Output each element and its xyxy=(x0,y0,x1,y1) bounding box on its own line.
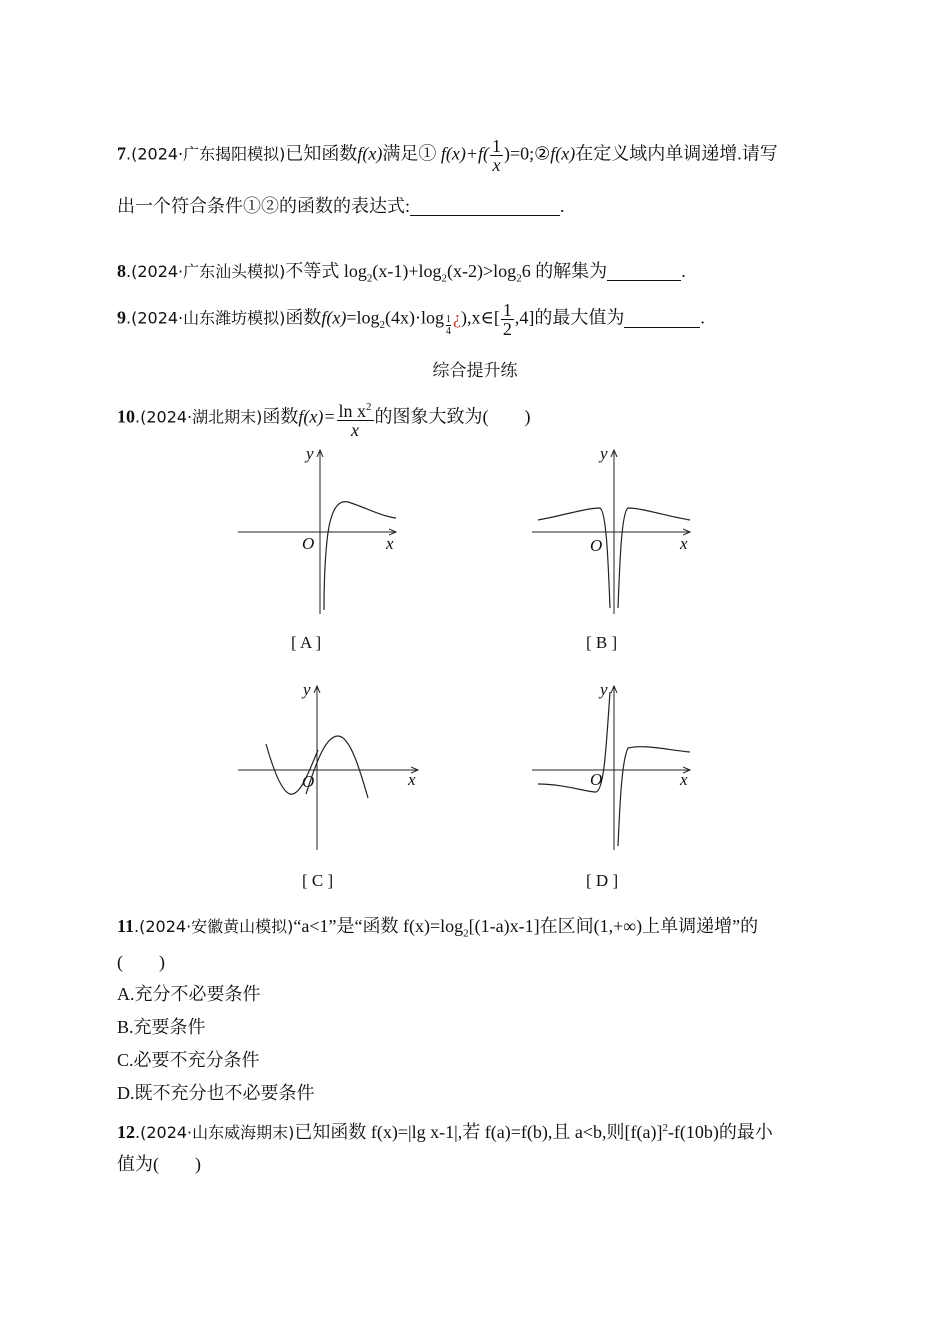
q9-line xyxy=(117,301,705,338)
q11-number: 11 xyxy=(117,916,135,936)
q10-paren-close: ) xyxy=(524,406,531,427)
q8-end: . xyxy=(681,261,686,281)
q10-fx: f(x)= xyxy=(298,406,336,427)
q10-source: .(2024·湖北期末) xyxy=(135,407,263,427)
q10-frac-num-wrap xyxy=(337,398,374,421)
q7-cond1: 满足① xyxy=(382,143,437,164)
q11-option-b[interactable]: B.充要条件 xyxy=(117,1017,206,1037)
q10-frac-den: x xyxy=(351,420,360,440)
graph-a-origin: O xyxy=(302,534,315,553)
q12-text2: -f(10b)的最小 xyxy=(667,1122,773,1142)
q11-option-a[interactable]: A.充分不必要条件 xyxy=(117,984,261,1004)
q7-expr-b: )=0;② xyxy=(504,143,551,164)
q9-glyph: ¿ xyxy=(453,307,462,328)
q7-source: .(2024·广东揭阳模拟) xyxy=(126,144,286,164)
q8-number: 8 xyxy=(117,261,126,281)
q9-fraction xyxy=(501,301,514,338)
graph-a-y-label: y xyxy=(306,444,314,463)
graph-b-curve-left xyxy=(538,508,610,608)
graph-c-y-label: y xyxy=(303,680,311,699)
q7-expr-a: f(x)+f( xyxy=(440,143,489,164)
q7-end: . xyxy=(560,196,565,216)
q10-frac-sup: 2 xyxy=(366,401,372,413)
graph-d xyxy=(526,680,706,856)
graph-a-x-label: x xyxy=(386,534,394,553)
q8-arg3: 6 的解集为 xyxy=(521,261,608,281)
q12-line2[interactable]: 值为( ) xyxy=(117,1154,201,1174)
graph-d-y-label: y xyxy=(600,680,608,699)
q7-line2-text: 出一个符合条件①②的函数的表达式: xyxy=(117,196,410,216)
q10-number: 10 xyxy=(117,406,135,427)
q12-source: .(2024·山东威海期末) xyxy=(135,1123,295,1142)
q12-text1: 已知函数 f(x)=|lg x-1|,若 f(a)=f(b),且 a<b,则[f(a)] xyxy=(294,1122,663,1142)
q11-text2: [(1-a)x-1]在区间(1,+∞)上单调递增”的 xyxy=(468,916,759,936)
q7-fraction xyxy=(490,137,503,174)
q8-source: .(2024·广东汕头模拟) xyxy=(126,262,286,281)
graph-b-x-label: x xyxy=(680,534,688,553)
q7-cond2: 在定义域内单调递增.请写 xyxy=(575,143,778,164)
q9-expr1: =log xyxy=(346,307,380,328)
graph-c-origin: O xyxy=(302,772,315,791)
q7-frac-den: x xyxy=(492,155,501,175)
graph-d-curve-right xyxy=(618,747,690,846)
q10-fraction xyxy=(337,398,374,439)
graph-d-x-label: x xyxy=(680,770,688,789)
q11-option-d[interactable]: D.既不充分也不必要条件 xyxy=(117,1083,315,1103)
q11-text1: “a<1”是“函数 f(x)=log xyxy=(293,916,464,936)
graph-b-y-label: y xyxy=(600,444,608,463)
q7-fx: f(x) xyxy=(357,143,383,164)
q9-number: 9 xyxy=(117,307,126,328)
q7-fx2: f(x) xyxy=(550,143,576,164)
q10-text1: 函数 xyxy=(262,406,299,427)
q10-frac-num: ln x xyxy=(338,401,367,421)
q9-frac-den: 2 xyxy=(502,319,512,339)
q11-base: 2 xyxy=(463,927,469,940)
graph-d-label: [ D ] xyxy=(586,871,619,890)
q9-sub-num: 1 xyxy=(446,313,452,325)
q11-option-c[interactable]: C.必要不充分条件 xyxy=(117,1050,260,1070)
q7-line1 xyxy=(117,137,778,174)
q9-sub-den: 4 xyxy=(446,325,452,337)
q8-base1: 2 xyxy=(366,272,373,285)
graph-b-curve-right xyxy=(618,508,690,608)
graph-a-label: [ A ] xyxy=(291,633,322,652)
q9-text1: 函数 xyxy=(285,307,322,328)
q7-answer-blank[interactable] xyxy=(410,197,560,216)
graph-d-origin: O xyxy=(590,770,603,789)
q9-fx: f(x) xyxy=(321,307,347,328)
q12-line1 xyxy=(117,1116,773,1145)
q9-end: . xyxy=(700,307,705,328)
q8-arg1: (x-1)+log xyxy=(372,261,442,281)
q10-text2: 的图象大致为( xyxy=(374,406,489,427)
q8-text1: 不等式 log xyxy=(285,261,367,281)
q8-base3: 2 xyxy=(516,272,522,285)
q8-line xyxy=(117,259,686,291)
q8-answer-blank[interactable] xyxy=(607,262,681,281)
q9-log-subscript xyxy=(446,314,451,337)
graph-b-label: [ B ] xyxy=(586,633,618,652)
graph-b-origin: O xyxy=(590,536,603,555)
q12-number: 12 xyxy=(117,1122,135,1142)
graph-c-x-label: x xyxy=(408,770,416,789)
graph-c xyxy=(232,680,422,856)
graph-c-label: [ C ] xyxy=(302,871,334,890)
q9-expr3: ),x∈[ xyxy=(461,307,500,328)
graph-a-curve xyxy=(324,502,396,610)
section-title: 综合提升练 xyxy=(432,361,518,381)
q9-answer-blank[interactable] xyxy=(624,309,700,328)
q8-arg2: (x-2)>log xyxy=(447,261,517,281)
q7-number: 7 xyxy=(117,143,126,164)
q9-frac-num: 1 xyxy=(502,300,512,320)
q9-expr4: ,4]的最大值为 xyxy=(514,307,625,328)
q12-sup: 2 xyxy=(662,1122,668,1134)
graph-a xyxy=(232,444,412,620)
q8-base2: 2 xyxy=(441,272,448,285)
q9-base: 2 xyxy=(379,319,386,332)
q11-source: .(2024·安徽黄山模拟) xyxy=(134,917,294,936)
q11-line1 xyxy=(117,914,758,946)
graph-b xyxy=(526,444,706,620)
q7-line2 xyxy=(117,194,565,218)
q9-source: .(2024·山东潍坊模拟) xyxy=(126,308,286,328)
q7-frac-num: 1 xyxy=(492,136,501,156)
graph-c-curve-right xyxy=(306,736,368,798)
q9-expr2: (4x)·log xyxy=(385,307,445,328)
q11-paren[interactable]: ( ) xyxy=(117,952,165,972)
q10-line xyxy=(117,398,531,439)
q7-text1: 已知函数 xyxy=(285,143,358,164)
